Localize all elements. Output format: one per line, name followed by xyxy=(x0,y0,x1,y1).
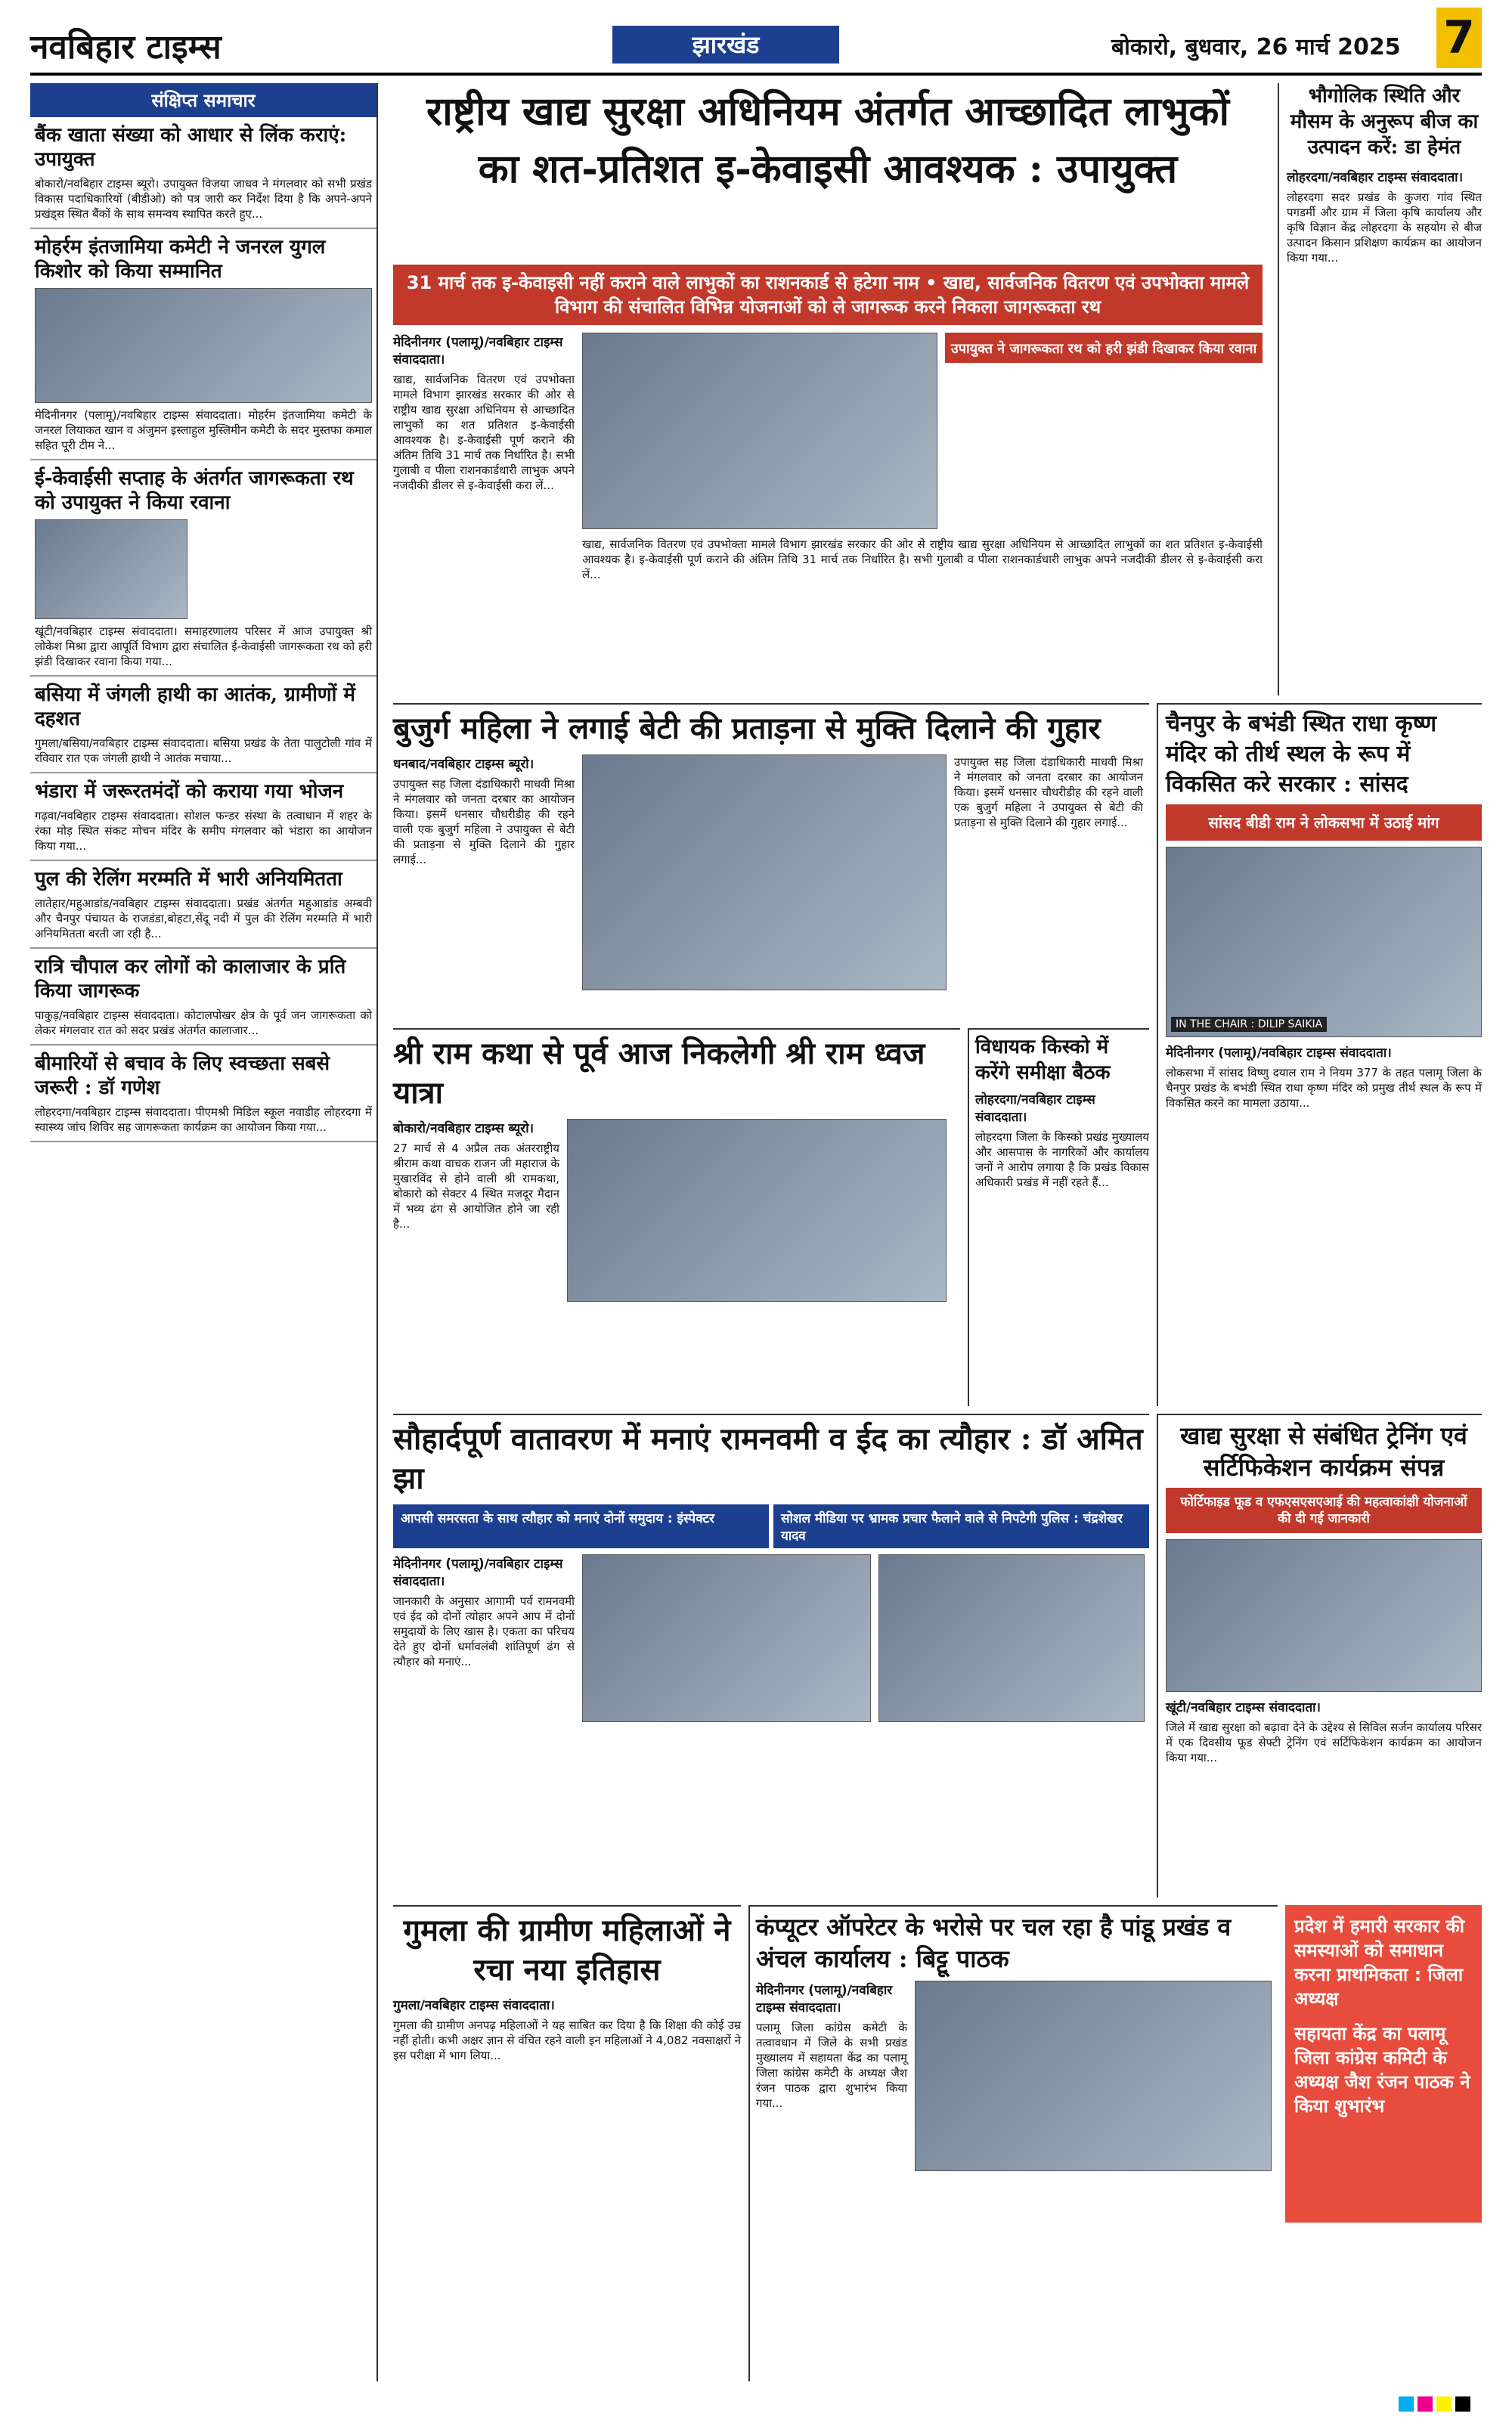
lead-body-repeat: खाद्य, सार्वजनिक वितरण एवं उपभोक्ता मामले विभाग झारखंड सरकार की ओर से राष्ट्रीय खाद्य सुरक्षा अधिनियम से आच्छादित लाभुकों का शत प्रतिशत इ-केवाईसी आवश्यक है। इ-केवाईसी पूर्ण कराने की अंतिम तिथि 31 मार्च तक निर्धारित है। सभी गुलाबी व पीला राशनकार्डधारी लाभुक अपने नजदीकी डीलर से इ-केवाईसी करा लें... xyxy=(582,538,1263,581)
story-body: लोकसभा में सांसद विष्णु दयाल राम ने नियम 377 के तहत पलामू जिला के चैनपुर प्रखंड के बभंडी स्थित राधा कृष्ण मंदिर को प्रमुख तीर्थ स्थल के रूप में विकसित करने का मामला उठाया... xyxy=(1166,1066,1482,1110)
story-headline: कंप्यूटर ऑपरेटर के भरोसे पर चल रहा है पांडू प्रखंड व अंचल कार्यालय : बिट्टू पाठक xyxy=(756,1913,1232,1973)
briefs-section-title: संक्षिप्त समाचार xyxy=(30,83,376,117)
story-block xyxy=(968,1028,1149,1406)
story-block xyxy=(1157,1414,1482,1898)
brief-item xyxy=(30,677,376,773)
story-kicker: आपसी समरसता के साथ त्यौहार को मनाएं दोनों समुदाय : इंस्पेक्टर xyxy=(393,1504,769,1548)
brief-photo xyxy=(35,288,372,403)
story-headline: सौहार्दपूर्ण वातावरण में मनाएं रामनवमी व ईद का त्यौहार : डॉ अमित झा xyxy=(393,1421,1143,1496)
brief-body: खूंटी/नवबिहार टाइम्स संवाददाता। समाहरणालय परिसर में आज उपायुक्त श्री लोकेश मिश्रा द्वारा आपूर्ति विभाग द्वारा संचालित ई-केवाईसी जागरूकता रथ को हरी झंडी दिखाकर रवाना किया गया... xyxy=(35,624,372,668)
brief-body: लोहरदगा/नवबिहार टाइम्स संवाददाता। पीएमश्री मिडिल स्कूल नवाडीह लोहरदगा में स्वास्थ्य जांच शिविर सह जागरूकता कार्यक्रम का आयोजन किया गया... xyxy=(35,1105,372,1134)
story-body: लोहरदगा जिला के किस्को प्रखंड मुख्यालय और आसपास के नागरिकों और कार्यालय जनों ने आरोप लगाया है कि प्रखंड विकास अधिकारी प्रखंड में नहीं रहते हैं... xyxy=(975,1130,1149,1189)
story-block xyxy=(393,1028,960,1406)
story-body: पलामू जिला कांग्रेस कमेटी के तत्वावधान में जिले के सभी प्रखंड मुख्यालय में सहायता केंद्र का पलामू जिला कांग्रेस कमेटी के अध्यक्ष जैश रंजन पाठक द्वारा शुभारंभ किया गया... xyxy=(756,2021,907,2110)
lead-body-continued xyxy=(582,537,1263,696)
story-byline: धनबाद/नवबिहार टाइम्स ब्यूरो। xyxy=(393,757,534,772)
side-story-headline: भौगोलिक स्थिति और मौसम के अनुरूप बीज का उत्पादन करें: डा हेमंत xyxy=(1290,85,1479,159)
side-story xyxy=(1278,83,1482,696)
lead-headline: राष्ट्रीय खाद्य सुरक्षा अधिनियम अंतर्गत आच्छादित लाभुकों का शत-प्रतिशत इ-केवाइसी आवश्यक : उपायुक्त xyxy=(426,88,1229,192)
photo-caption: IN THE CHAIR : DILIP SAIKIA xyxy=(1171,1017,1327,1032)
print-registration-bar xyxy=(30,2396,1482,2412)
promo-item: प्रदेश में हमारी सरकार की समस्याओं को समाधान करना प्राथमिकता : जिला अध्यक्ष xyxy=(1294,1916,1464,2009)
brief-title: ई-केवाईसी सप्ताह के अंतर्गत जागरूकता रथ को उपायुक्त ने किया रवाना xyxy=(35,467,354,514)
story-headline: बुजुर्ग महिला ने लगाई बेटी की प्रताड़ना से मुक्ति दिलाने की गुहार xyxy=(393,711,1101,746)
lead-photo-caption: उपायुक्त ने जागरूकता रथ को हरी झंडी दिखाकर किया रवाना xyxy=(945,333,1263,363)
brief-item xyxy=(30,773,376,861)
brief-item xyxy=(30,229,376,460)
story-byline: गुमला/नवबिहार टाइम्स संवाददाता। xyxy=(393,1998,555,2013)
side-story-byline: लोहरदगा/नवबिहार टाइम्स संवाददाता। xyxy=(1287,170,1464,185)
story-body: गुमला की ग्रामीण अनपढ़ महिलाओं ने यह साबित कर दिया है कि शिक्षा की कोई उम्र नहीं होती। कभी अक्षर ज्ञान से वंचित रहने वाली इन महिलाओं ने 4,082 नवसाक्षरों ने इस परीक्षा में भाग लिया... xyxy=(393,2018,741,2062)
brief-title: पुल की रेलिंग मरम्मति में भारी अनियमितता xyxy=(35,868,342,891)
brief-item xyxy=(30,460,376,677)
story-byline: खूंटी/नवबिहार टाइम्स संवाददाता। xyxy=(1166,1700,1321,1715)
story-photo xyxy=(582,754,947,990)
story-photo xyxy=(567,1119,947,1302)
lead-byline: मेदिनीनगर (पलामू)/नवबिहार टाइम्स संवाददाता। xyxy=(393,335,563,367)
story-body: उपायुक्त सह जिला दंडाधिकारी माधवी मिश्रा ने मंगलवार को जनता दरबार का आयोजन किया। इसमें धनसार चौधरीडीह की रहने वाली एक बुजुर्ग महिला ने उपायुक्त से बेटी की प्रताड़ना से मुक्ति दिलाने की गुहार लगाई... xyxy=(393,777,575,866)
story-byline: लोहरदगा/नवबिहार टाइम्स संवाददाता। xyxy=(975,1092,1095,1125)
brief-body: गुमला/बसिया/नवबिहार टाइम्स संवाददाता। बसिया प्रखंड के तेता पालुटोली गांव में रविवार रात एक जंगली हाथी ने आतंक मचाया... xyxy=(35,736,372,765)
story-block xyxy=(393,703,1149,1021)
story-byline: मेदिनीनगर (पलामू)/नवबिहार टाइम्स संवाददाता। xyxy=(393,1557,563,1589)
issue-date: बोकारो, बुधवार, 26 मार्च 2025 xyxy=(1111,34,1401,60)
story-photo xyxy=(1166,1539,1482,1692)
brief-photo xyxy=(35,519,187,619)
lead-banner: 31 मार्च तक इ-केवाइसी नहीं कराने वाले लाभुकों का राशनकार्ड से हटेगा नाम • खाद्य, सार्वजनिक वितरण एवं उपभोक्ता मामले विभाग की संचालित विभिन्न योजनाओं को ले जागरूक करने निकला जागरूकता रथ xyxy=(393,265,1263,325)
story-body: 27 मार्च से 4 अप्रैल तक अंतरराष्ट्रीय श्रीराम कथा वाचक राजन जी महाराज के मुखारविंद से होने वाली श्री रामकथा, बोकारो को सेक्टर 4 स्थित मजदूर मैदान में भव्य ढंग से आयोजित होने जा रही है... xyxy=(393,1142,559,1231)
brief-item xyxy=(30,949,376,1046)
story-banner: फोर्टिफाइड फूड व एफएसएसएआई की महत्वाकांक्षी योजनाओं की दी गई जानकारी xyxy=(1166,1488,1482,1533)
page-number: 7 xyxy=(1436,8,1482,68)
story-kicker: सोशल मीडिया पर भ्रामक प्रचार फैलाने वाले से निपटेगी पुलिस : चंद्रशेखर यादव xyxy=(773,1504,1149,1548)
story-headline: चैनपुर के बभंडी स्थित राधा कृष्ण मंदिर को तीर्थ स्थल के रूप में विकसित करे सरकार : सांसद xyxy=(1166,711,1437,798)
brief-body: मेदिनीनगर (पलामू)/नवबिहार टाइम्स संवाददाता। मोहर्रम इंतजामिया कमेटी के जनरल लियाकत खान व अंजुमन इस्लाहुल मुस्लिमीन कमेटी के सदर मुस्तफा कमाल सहित पूरी टीम ने... xyxy=(35,408,372,452)
yellow-swatch xyxy=(1436,2396,1452,2412)
story-block xyxy=(393,1905,741,2381)
brief-item xyxy=(30,117,376,229)
promo-item: सहायता केंद्र का पलामू जिला कांग्रेस कमिटी के अध्यक्ष जैश रंजन पाठक ने किया शुभारंभ xyxy=(1294,2023,1470,2117)
brief-item xyxy=(30,861,376,949)
story-byline: बोकारो/नवबिहार टाइम्स ब्यूरो। xyxy=(393,1121,534,1136)
story-body-continued: उपायुक्त सह जिला दंडाधिकारी माधवी मिश्रा ने मंगलवार को जनता दरबार का आयोजन किया। इसमें धनसार चौधरीडीह की रहने वाली एक बुजुर्ग महिला ने उपायुक्त से बेटी की प्रताड़ना से मुक्ति दिलाने की गुहार लगाई... xyxy=(954,755,1143,829)
story-body: जानकारी के अनुसार आगामी पर्व रामनवमी एवं ईद को दोनों त्योहार अपने आप में दोनों समुदायों के लिए खास है। एकता का परिचय देते हुए दोनों धर्मावलंबी शांतिपूर्ण ढंग से त्यौहार को मनाएं... xyxy=(393,1594,575,1668)
lead-photo xyxy=(582,333,937,529)
brief-title: रात्रि चौपाल कर लोगों को कालाजार के प्रति किया जागरूक xyxy=(35,956,346,1002)
story-headline: श्री राम कथा से पूर्व आज निकलेगी श्री राम ध्वज यात्रा xyxy=(393,1036,925,1111)
brief-title: मोहर्रम इंतजामिया कमेटी ने जनरल युगल किशोर को किया सम्मानित xyxy=(35,236,326,283)
story-block xyxy=(393,1414,1149,1898)
brief-body: गढ़वा/नवबिहार टाइम्स संवाददाता। सोशल फन्डर संस्था के तत्वाधान में शहर के रंका मोड़ स्थित संकट मोचन मंदिर के समीप मंगलवार को भंडारा का आयोजन किया गया... xyxy=(35,809,372,853)
story-headline: गुमला की ग्रामीण महिलाओं ने रचा नया इतिहास xyxy=(403,1913,731,1987)
brief-title: बैंक खाता संख्या को आधार से लिंक कराएं: उपायुक्त xyxy=(35,124,347,171)
story-headline: विधायक किस्को में करेंगे समीक्षा बैठक xyxy=(975,1036,1111,1084)
brief-title: बीमारियों से बचाव के लिए स्वच्छता सबसे जरूरी : डॉ गणेश xyxy=(35,1052,330,1099)
newspaper-name: नवबिहार टाइम्स xyxy=(30,28,222,67)
lead-body: खाद्य, सार्वजनिक वितरण एवं उपभोक्ता मामले विभाग झारखंड सरकार की ओर से राष्ट्रीय खाद्य सुरक्षा अधिनियम से आच्छादित लाभुकों का शत प्रतिशत इ-केवाईसी आवश्यक है। इ-केवाईसी पूर्ण कराने की अंतिम तिथि 31 मार्च तक निर्धारित है। सभी गुलाबी व पीला राशनकार्डधारी लाभुक अपने नजदीकी डीलर से इ-केवाईसी करा लें... xyxy=(393,373,575,492)
brief-body: पाकुड़/नवबिहार टाइम्स संवाददाता। कोटालपोखर क्षेत्र के पूर्व जन जागरूकता को लेकर मंगलवार रात को सदर प्रखंड अंतर्गत कालाजार... xyxy=(35,1008,372,1037)
magenta-swatch xyxy=(1418,2396,1433,2412)
story-byline: मेदिनीनगर (पलामू)/नवबिहार टाइम्स संवाददाता। xyxy=(1166,1046,1392,1061)
lead-story-text xyxy=(393,333,575,696)
brief-body: बोकारो/नवबिहार टाइम्स ब्यूरो। उपायुक्त विजया जाधव ने मंगलवार को सभी प्रखंड विकास पदाधिकारियों (बीडीओ) को पत्र जारी कर निर्देश दिया है कि अपने-अपने प्रखंड्स स्थित बैंकों के साथ समन्वय स्थापित करते हुए... xyxy=(35,177,372,221)
story-photo xyxy=(878,1554,1145,1722)
side-story-body: लोहरदगा सदर प्रखंड के कुजरा गांव स्थित पगडर्मी और ग्राम में जिला कृषि कार्यालय और कृषि विज्ञान केंद्र लोहरदगा के सहयोग से बीज उत्पादन किसान प्रशिक्षण कार्यक्रम का आयोजन किया गया... xyxy=(1287,191,1482,265)
lead-story-headline-block xyxy=(393,83,1263,265)
story-photo xyxy=(582,1554,871,1722)
story-photo xyxy=(1166,847,1482,1037)
masthead xyxy=(30,11,1482,76)
story-photo xyxy=(915,1981,1272,2171)
brief-body: लातेहार/महुआडांड/नवबिहार टाइम्स संवाददाता। प्रखंड अंतर्गत महुआडांड अम्बवी और चैनपुर पंचायत के राजडंडा,बोहटा,सेंदू नदी में पुल की रेलिंग मरम्मति में भारी अनियमितता बरती जा रही है... xyxy=(35,897,372,940)
story-block xyxy=(1157,703,1482,1406)
cyan-swatch xyxy=(1399,2396,1414,2412)
story-block xyxy=(748,1905,1278,2381)
brief-title: बसिया में जंगली हाथी का आतंक, ग्रामीणों में दहशत xyxy=(35,683,355,730)
story-body: जिले में खाद्य सुरक्षा को बढ़ावा देने के उद्देश्य से सिविल सर्जन कार्यालय परिसर में एक दिवसीय फूड सेफ्टी ट्रेनिंग एवं सर्टिफिकेशन कार्यक्रम का आयोजन किया गया... xyxy=(1166,1721,1482,1764)
story-banner: सांसद बीडी राम ने लोकसभा में उठाई मांग xyxy=(1166,804,1482,841)
story-byline: मेदिनीनगर (पलामू)/नवबिहार टाइम्स संवाददाता। xyxy=(756,1983,893,2015)
section-label: झारखंड xyxy=(612,26,839,64)
promo-box xyxy=(1285,1905,1482,2223)
black-swatch xyxy=(1455,2396,1470,2412)
left-column-briefs xyxy=(30,83,378,2381)
story-headline: खाद्य सुरक्षा से संबंधित ट्रेनिंग एवं सर्टिफिकेशन कार्यक्रम संपन्न xyxy=(1180,1421,1467,1482)
brief-title: भंडारा में जरूरतमंदों को कराया गया भोजन xyxy=(35,780,344,803)
brief-item xyxy=(30,1046,376,1142)
